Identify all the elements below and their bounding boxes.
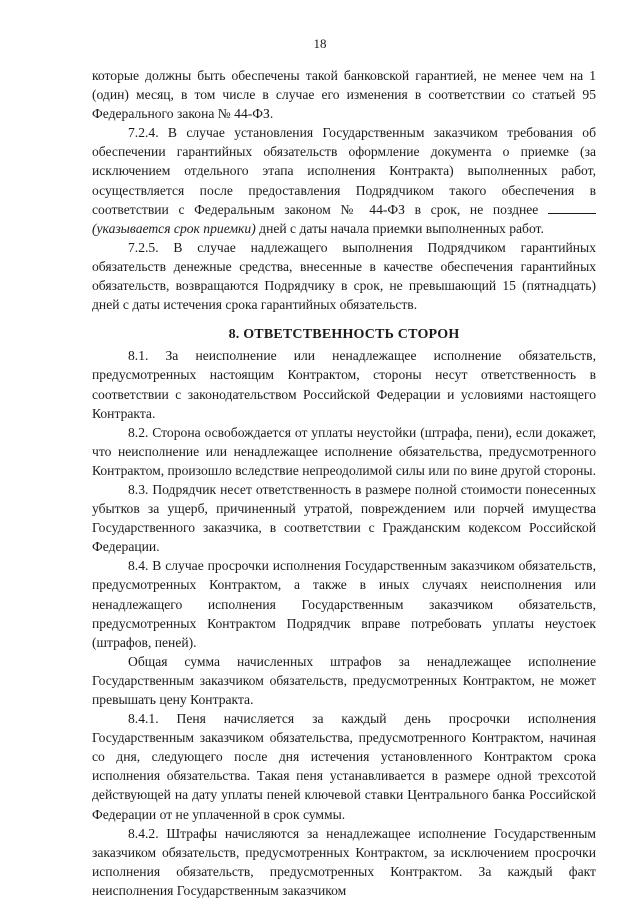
page-number: 18 (313, 36, 327, 51)
section-heading: 8. ОТВЕТСТВЕННОСТЬ СТОРОН (228, 327, 460, 343)
paragraph-8-2: 8.2. Сторона освобождается от уплаты неустойки (штрафа, пени), если докажет, что неисполнение или ненадлежащее исполнение обязательства, предусмотренного Контрактом, произошло вследствие непреодолимой силы или по вине другой стороны. (92, 424, 596, 478)
paragraph-8-3: 8.3. Подрядчик несет ответственность в размере полной стоимости понесенных убытков за ущерб, причиненный утратой, повреждением или порчей имущества Государственного заказчика, в соответствии с Гражданским кодексом Российской Федерации. (92, 481, 596, 555)
paragraph-8-4-1: 8.4.1. Пеня начисляется за каждый день просрочки исполнения Государственным заказчиком обязательства, предусмотренного Контрактом, начиная со дня, следующего после дня истечения установленного Контрактом срока исполнения обязательства. Такая пеня устанавливается в размере одной трехсотой действующей на дату уплаты пеней ключевой ставки Центрального банка Российской Федерации от не уплаченной в срок суммы. (92, 711, 596, 822)
paragraph-8-4: 8.4. В случае просрочки исполнения Государственным заказчиком обязательств, предусмотренных Контрактом, а также в иных случаях неисполнения или ненадлежащего исполнения Государственным заказчиком обязательств, предусмотренных Контрактом Подрядчик вправе потребовать уплаты неустоек (штрафов, пеней). (92, 558, 596, 650)
paragraph-7-2-4-text: 7.2.4. В случае установления Государственным заказчиком требования об обеспечении гарантийных обязательств оформление документа о приемке (за исключением отдельного этапа исполнения Контракта) выполненных работ, осуществляется после предоставления Подрядчиком такого обеспечения в соответствии с Федеральным законом № 44-ФЗ в срок, не позднее (92, 125, 596, 217)
paragraph-8-4-2: 8.4.2. Штрафы начисляются за ненадлежащее исполнение Государственным заказчиком обязательств, предусмотренных Контрактом, за исключением просрочки исполнения обязательств, предусмотренных Контрактом. За каждый факт неисполнения Государственным заказчиком (92, 825, 596, 898)
paragraph-7-2-4-italic-note: (указывается срок приемки) (92, 220, 256, 236)
paragraph-7-2-4-tail: дней с даты начала приемки выполненных работ. (255, 220, 544, 236)
paragraph-7-2-3-continuation: которые должны быть обеспечены такой банковской гарантией, не менее чем на 1 (один) месяц, в том числе в случае его изменения в соответствии со статьей 95 Федерального закона № 44-ФЗ. (92, 68, 596, 122)
blank-underline (548, 201, 596, 214)
paragraph-8-1: 8.1. За неисполнение или ненадлежащее исполнение обязательств, предусмотренных настоящим Контрактом, стороны несут ответственность в соответствии с законодательством Российской Федерации и условиями настоящего Контракта. (92, 348, 596, 421)
paragraph-8-4-total: Общая сумма начисленных штрафов за ненадлежащее исполнение Государственным заказчиком обязательств, предусмотренных Контрактом, не может превышать цену Контракта. (92, 653, 596, 707)
document-body (92, 66, 596, 900)
paragraph-7-2-4 (92, 123, 596, 238)
paragraph-7-2-5: 7.2.5. В случае надлежащего выполнения Подрядчиком гарантийных обязательств денежные средства, внесенные в качестве обеспечения гарантийных обязательств, возвращаются Подрядчику в срок, не превышающий 15 (пятнадцать) дней с даты истечения срока гарантийных обязательств. (92, 239, 596, 313)
